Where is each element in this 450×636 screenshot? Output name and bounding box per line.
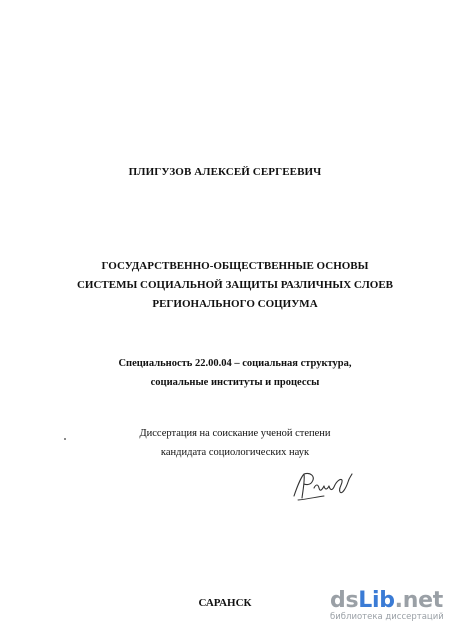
scan-speck bbox=[64, 438, 66, 440]
degree-line: Диссертация на соискание ученой степени bbox=[139, 428, 331, 439]
degree-line: кандидата социологических наук bbox=[160, 447, 310, 458]
dslib-logo: dsLib.net bbox=[330, 588, 443, 613]
signature-icon bbox=[288, 466, 358, 506]
dslib-watermark bbox=[330, 589, 442, 622]
degree-statement bbox=[70, 424, 400, 462]
title-line: РЕГИОНАЛЬНОГО СОЦИУМА bbox=[152, 298, 318, 310]
dslib-tagline: библиотека диссертаций bbox=[330, 612, 444, 622]
city: САРАНСК bbox=[198, 597, 252, 609]
specialty-line: Специальность 22.00.04 – социальная структура, bbox=[118, 358, 352, 369]
dissertation-title bbox=[60, 257, 410, 314]
title-line: ГОСУДАРСТВЕННО-ОБЩЕСТВЕННЫЕ ОСНОВЫ bbox=[101, 260, 369, 272]
title-line: СИСТЕМЫ СОЦИАЛЬНОЙ ЗАЩИТЫ РАЗЛИЧНЫХ СЛОЕВ bbox=[76, 279, 394, 291]
specialty bbox=[70, 354, 400, 392]
author-name: ПЛИГУЗОВ АЛЕКСЕЙ СЕРГЕЕВИЧ bbox=[128, 166, 322, 178]
specialty-line: социальные институты и процессы bbox=[150, 377, 320, 388]
